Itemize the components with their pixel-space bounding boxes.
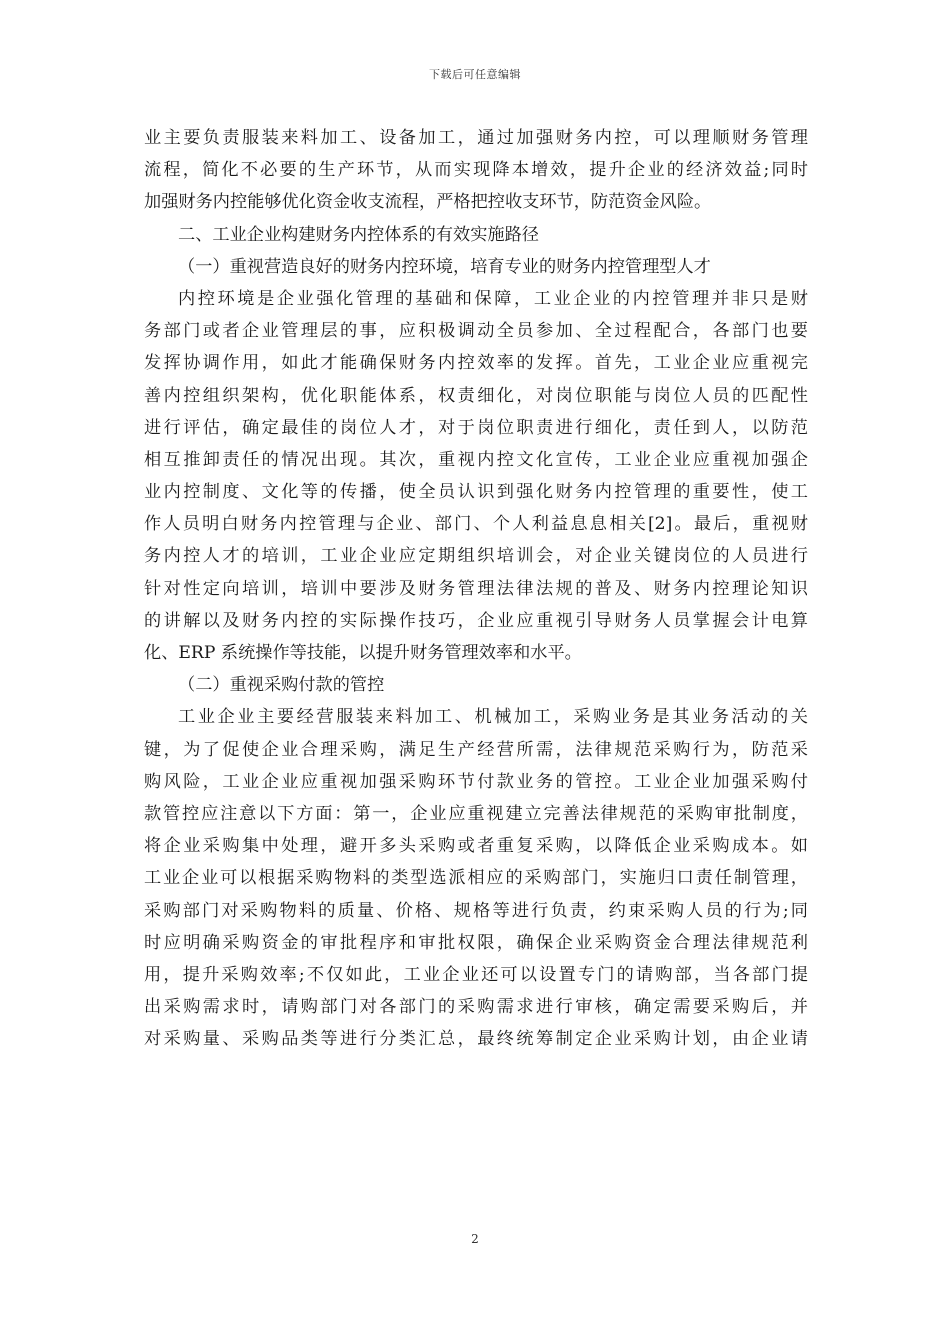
- text-line: 进行评估，确定最佳的岗位人才，对于岗位职责进行细化，责任到人，以防范: [144, 417, 808, 438]
- text-line: 用，提升采购效率;不仅如此，工业企业还可以设置专门的请购部，当各部门提: [144, 964, 808, 985]
- page-number: 2: [471, 1232, 479, 1246]
- text-line: 二、工业企业构建财务内控体系的有效实施路径: [178, 224, 539, 245]
- text-line: 加强财务内控能够优化资金收支流程，严格把控收支环节，防范资金风险。: [144, 192, 712, 213]
- text-line: 工业企业可以根据采购物料的类型选派相应的采购部门，实施归口责任制管理，: [144, 868, 808, 889]
- document-body: [144, 122, 808, 1055]
- text-line: 作人员明白财务内控管理与企业、部门、个人利益息息相关[2]。最后，重视财: [144, 514, 808, 535]
- text-line: 务内控人才的培训，工业企业应定期组织培训会，对企业关键岗位的人员进行: [144, 546, 808, 567]
- text-line: 时应明确采购资金的审批程序和审批权限，确保企业采购资金合理法律规范利: [144, 932, 808, 953]
- text-line: 发挥协调作用，如此才能确保财务内控效率的发挥。首先，工业企业应重视完: [144, 353, 808, 374]
- text-line: 的讲解以及财务内控的实际操作技巧，企业应重视引导财务人员掌握会计电算: [144, 610, 808, 631]
- text-line: 流程，简化不必要的生产环节，从而实现降本增效，提升企业的经济效益;同时: [144, 160, 808, 181]
- text-line: 购风险，工业企业应重视加强采购环节付款业务的管控。工业企业加强采购付: [144, 771, 808, 792]
- text-line: 善内控组织架构，优化职能体系，权责细化，对岗位职能与岗位人员的匹配性: [144, 385, 808, 406]
- text-line: 内控环境是企业强化管理的基础和保障，工业企业的内控管理并非只是财: [178, 288, 808, 309]
- text-line: 采购部门对采购物料的质量、价格、规格等进行负责，约束采购人员的行为;同: [144, 900, 808, 921]
- text-line: 化、ERP 系统操作等技能，以提升财务管理效率和水平。: [144, 643, 582, 663]
- text-line: 针对性定向培训，培训中要涉及财务管理法律法规的普及、财务内控理论知识: [144, 578, 808, 599]
- text-line: （一）重视营造良好的财务内控环境，培育专业的财务内控管理型人才: [178, 256, 711, 277]
- text-line: 对采购量、采购品类等进行分类汇总，最终统筹制定企业采购计划，由企业请: [144, 1029, 808, 1050]
- text-line: 将企业采购集中处理，避开多头采购或者重复采购，以降低企业采购成本。如: [144, 836, 808, 857]
- page-header: 下载后可任意编辑: [429, 68, 521, 81]
- text-line: 务部门或者企业管理层的事，应积极调动全员参加、全过程配合，各部门也要: [144, 321, 808, 342]
- text-line: 相互推卸责任的情况出现。其次，重视内控文化宣传，工业企业应重视加强企: [144, 449, 808, 470]
- text-line: 出采购需求时，请购部门对各部门的采购需求进行审核，确定需要采购后，并: [144, 997, 808, 1018]
- text-line: 业主要负责服装来料加工、设备加工，通过加强财务内控，可以理顺财务管理: [144, 128, 808, 148]
- text-line: 业内控制度、文化等的传播，使全员认识到强化财务内控管理的重要性，使工: [144, 482, 808, 503]
- text-line: 键，为了促使企业合理采购，满足生产经营所需，法律规范采购行为，防范采: [144, 739, 808, 760]
- text-line: 工业企业主要经营服装来料加工、机械加工，采购业务是其业务活动的关: [178, 707, 808, 728]
- text-line: （二）重视采购付款的管控: [178, 675, 385, 696]
- text-line: 款管控应注意以下方面：第一，企业应重视建立完善法律规范的采购审批制度，: [144, 803, 808, 824]
